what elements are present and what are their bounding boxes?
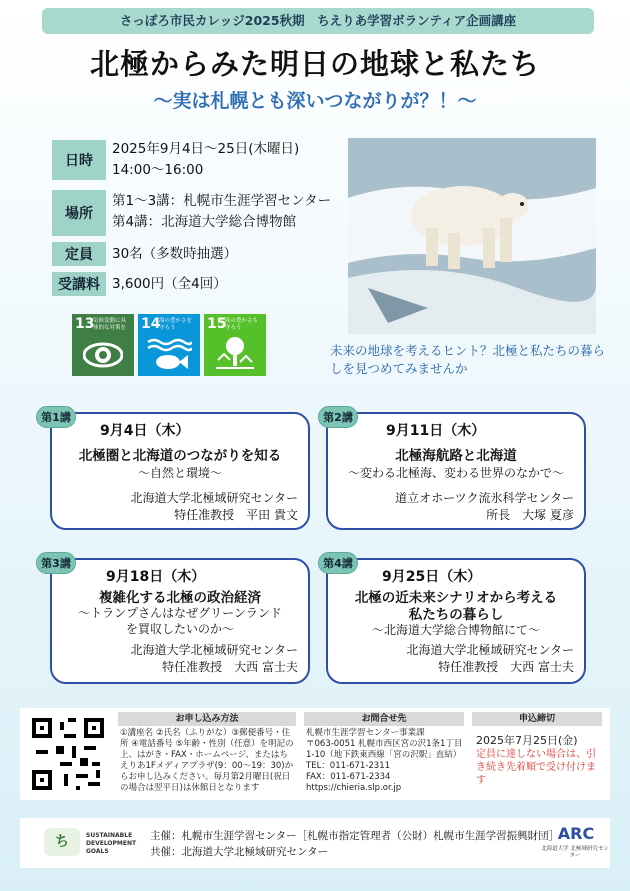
sdg-15-icon: 15 陸の豊かさも守ろう <box>204 314 266 376</box>
lecture-card-1 <box>50 412 310 530</box>
page-subtitle: ～実は札幌とも深いつながりが？！～ <box>153 90 477 112</box>
lecturer-name: 所長 大塚 夏彦 <box>486 508 574 522</box>
lecture-title: 北極海航路と北海道 <box>395 448 517 464</box>
footer <box>20 818 610 868</box>
page-title: 北極からみた明日の地球と私たち <box>89 47 540 81</box>
qr-code[interactable] <box>28 714 108 794</box>
lecturer-org: 道立オホーツク流氷科学センター <box>395 491 574 505</box>
lecture-badge-2: 第2講 <box>318 406 358 428</box>
lecture-date: 9月11日（木） <box>386 423 486 439</box>
lecture-badge-3: 第3講 <box>36 552 76 574</box>
lecture-date: 9月4日（木） <box>100 423 190 439</box>
contact-header: お問合せ先 <box>304 712 464 726</box>
chieria-logo-icon: ち <box>44 828 80 856</box>
apply-text: ①講座名 ②氏名（ふりがな）③郵便番号・住所 ④電話番号 ⑤年齢・性別（任意）を明記の上、はがき・FAX・ホームページ、またはちえりあ1Fメディアプラザ(9：00～19：30)からお申し込みください。毎月第2月曜日(祝日の場合は翌平日)は休館日となります <box>120 728 294 793</box>
deadline-header: 申込締切 <box>472 712 602 726</box>
lecture-subtitle: ～北海道大学総合博物館にて～ <box>371 623 540 637</box>
contact-line-2: 〒063-0051 札幌市西区宮の沢1条1丁目 <box>306 739 463 749</box>
lecture-card-2 <box>326 412 586 530</box>
sdg-13-icon: 13 気候変動に具体的な対策を <box>72 314 134 376</box>
place-line-1: 第1～3講：札幌市生涯学習センター <box>112 193 332 209</box>
contact-line-3: 1-10（地下鉄東西線「宮の沢駅」直結） <box>306 750 462 760</box>
place-line-2: 第4講：北海道大学総合博物館 <box>112 214 297 230</box>
fee-value: 3,600円（全4回） <box>112 276 227 292</box>
lecture-card-4 <box>326 558 586 684</box>
lecturer-org: 北海道大学北極域研究センター <box>406 643 574 657</box>
application-info <box>20 708 610 800</box>
capacity-value: 30名（多数時抽選） <box>112 246 238 262</box>
contact-tel: TEL：011-671-2311 <box>306 761 391 771</box>
sdg-icons <box>72 314 268 376</box>
lecture-subtitle: ～トランプさんはなぜグリーンランド <box>78 606 282 620</box>
capacity-label: 定員 <box>52 242 106 266</box>
lecture-title: 北極圏と北海道のつながりを知る <box>78 448 282 464</box>
date-line-2: 14:00～16:00 <box>112 162 204 178</box>
place-label: 場所 <box>52 190 106 236</box>
lecturer-name: 特任准教授 平田 貴文 <box>174 508 298 522</box>
lecturer-name: 特任准教授 大西 富士夫 <box>162 660 298 674</box>
lecturer-name: 特任准教授 大西 富士夫 <box>438 660 574 674</box>
lecture-subtitle-2: を買収したいのか～ <box>125 622 234 636</box>
tagline: 未来の地球を考えるヒント？北極と私たちの暮らしを見つめてみませんか <box>330 343 606 376</box>
cohost-text: 共催：北海道大学北極域研究センター <box>150 846 329 858</box>
polar-bear-photo <box>348 138 596 334</box>
contact-fax: FAX：011-671-2334 <box>306 772 391 782</box>
lecture-title: 複雑化する北極の政治経済 <box>99 590 261 606</box>
date-label: 日時 <box>52 140 106 180</box>
lecture-card-3 <box>50 558 310 684</box>
contact-url[interactable]: https://chieria.slp.or.jp <box>306 783 402 793</box>
fee-label: 受講料 <box>52 272 106 296</box>
host-text: 主催：札幌市生涯学習センター［札幌市指定管理者（公財）札幌市生涯学習振興財団］ <box>150 830 560 842</box>
date-line-1: 2025年9月4日～25日(木曜日) <box>112 141 300 157</box>
lecturer-org: 北海道大学北極域研究センター <box>130 491 298 505</box>
arc-caption: 北海道大学 北極域研究センター <box>541 846 609 859</box>
lecture-subtitle: ～変わる北極海、変わる世界のなかで～ <box>347 466 564 480</box>
series-banner: さっぽろ市民カレッジ2025秋期 ちえりあ学習ボランティア企画講座 <box>42 8 594 34</box>
apply-header: お申し込み方法 <box>118 712 296 726</box>
lecture-title-2: 私たちの暮らし <box>408 607 504 623</box>
sdg-14-icon: 14 海の豊かさを守ろう <box>138 314 200 376</box>
lecture-subtitle: ～自然と環境～ <box>137 466 222 480</box>
contact-line-1: 札幌市生涯学習センター事業課 <box>306 728 425 738</box>
lecture-date: 9月18日（木） <box>106 569 206 585</box>
lecturer-org: 北海道大学北極域研究センター <box>130 643 298 657</box>
sdg-goals-logo: SUSTAINABLE DEVELOPMENT GOALS <box>86 832 137 855</box>
lecture-title: 北極の近未来シナリオから考える <box>354 590 558 606</box>
deadline-date: 2025年7月25日(金) <box>476 734 578 747</box>
lecture-badge-1: 第1講 <box>36 406 76 428</box>
deadline-note: 定員に達しない場合は、引き続き先着順で受け付けます <box>476 749 596 786</box>
lecture-date: 9月25日（木） <box>382 569 482 585</box>
arc-logo: ARC <box>557 824 595 843</box>
lecture-badge-4: 第4講 <box>318 552 358 574</box>
